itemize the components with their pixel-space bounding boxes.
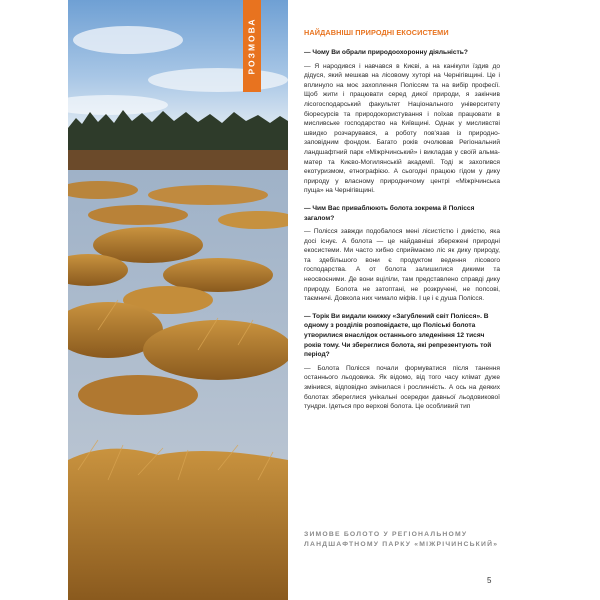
section-tab xyxy=(243,0,261,92)
answer-1: — Я народився і навчався в Києві, а на канікули їздив до дідуся, який мешкав на лісовому хуторі на Чернігівщині. Це і вплинуло на моє захоплення Поліссям та на вибір професії. Щоб жити і працювати серед дикої природи, я закінчив лісогосподарський факультет Національного університету біоресурсів та природокористування і поїхав працювати в мисливське господарство на Київщині. Однак у мисливстві швидко розчарувався, а роботу пов'язав із природно-заповідним фондом. Багато років очолював Регіональний ландшафтний парк «Міжрічинський» і викладав у своїй альма-матер та Києво-Могилянській академії. Тоді ж захопився екотуризмом, етнографією. А сьогодні працюю гідом у дику природу у власному природничому центрі «Міжрічинська пуща» на Чернігівщині. xyxy=(304,62,500,195)
question-1: — Чому Ви обрали природоохоронну діяльність? xyxy=(304,49,468,56)
photo-caption: ЗИМОВЕ БОЛОТО У РЕГІОНАЛЬНОМУ ЛАНДШАФТНОМУ ПАРКУ «МІЖРІЧИНСЬКИЙ» xyxy=(304,531,499,548)
question-3: — Торік Ви видали книжку «Загублений світ Полісся». В одному з розділів розповідаєте, що Поліські болота утворилися внаслідок останнього зледеніння 12 тисяч років тому. Чи збереглися болота, які репрезентують той період? xyxy=(304,312,492,359)
page-number: 5 xyxy=(487,576,492,585)
question-2: — Чим Вас приваблюють болота зокрема й Полісся загалом? xyxy=(304,204,475,222)
section-title: НАЙДАВНІШІ ПРИРОДНІ ЕКОСИСТЕМИ xyxy=(304,28,449,37)
answer-3: — Болота Полісся почали формуватися після танення останнього льодовика. Як відомо, від того часу клімат дуже змінився, відповідно змінилася і рослинність. А ось на деяких болотах збереглися унікальні осередки давньої льодовикової тундри. Ідеться про верхові болота. Це особливий тип xyxy=(304,364,500,411)
article-column xyxy=(304,28,500,420)
section-tab-label: РОЗМОВА xyxy=(247,17,258,75)
answer-2: — Полісся завжди подобалося мені лісистістю і дикістю, яка досі існує. А болота — це найдавніші збережені природні екосистеми. Ми часто хибно сприймаємо ліс як дику природу, та здебільшого вони є продуктом ведення лісового господарства. А от болота залишилися дикими та неосвоєними. Де вони вціліли, там представлено справді дику природу. Болота не затоптані, не розкручені, не попсові, таємничі. Довкола них чимало міфів. І це і є душа Полісся. xyxy=(304,228,500,303)
